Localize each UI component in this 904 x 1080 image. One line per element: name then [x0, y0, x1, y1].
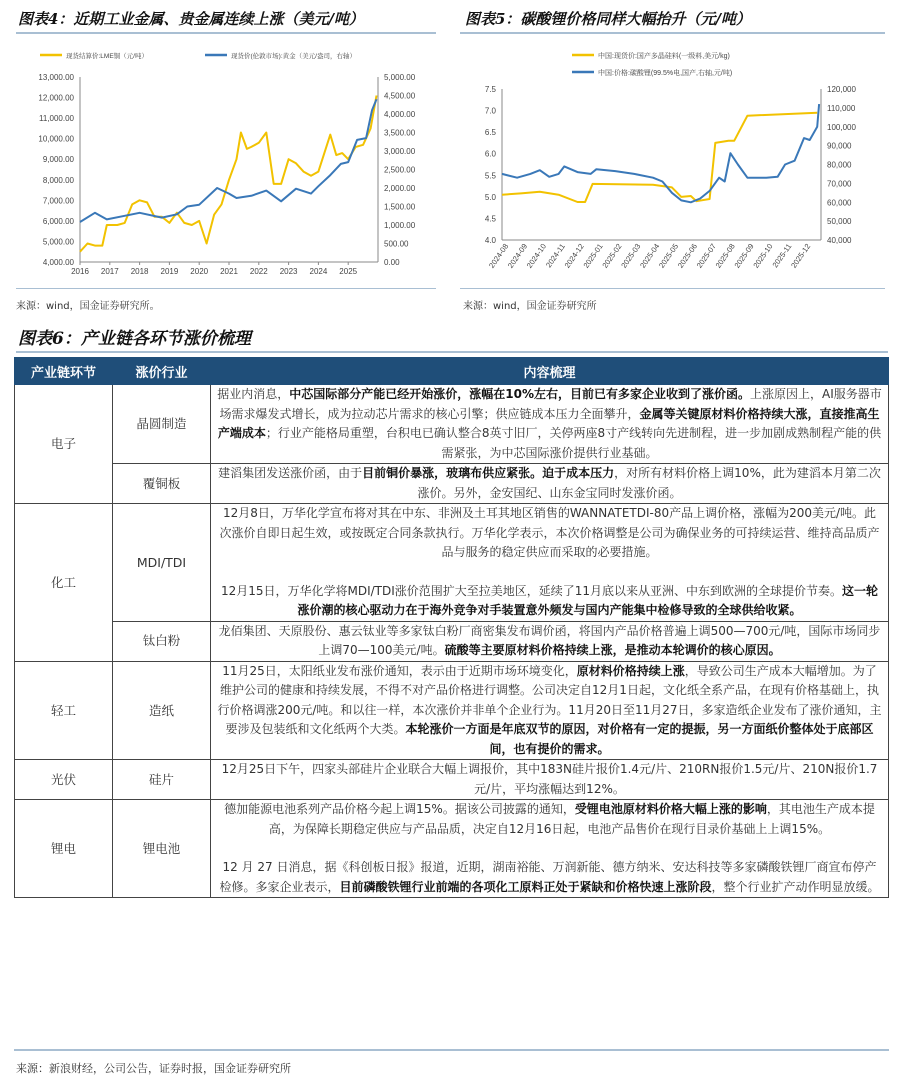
- y-left-tick-label: 6.5: [484, 128, 496, 138]
- price-increase-table: [14, 357, 889, 898]
- highlight-text: 目前铜价暴涨，玻璃布供应紧张。迫于成本压力: [362, 466, 615, 480]
- y-left-tick-label: 4,000.00: [42, 258, 74, 267]
- highlight-text: 这一轮涨价潮的核心驱动力在于海外竞争对手装置意外频发与国内产能集中检修导致的全球供给收紧。: [297, 583, 879, 617]
- y-right-tick-label: 40,000: [827, 236, 852, 245]
- content-paragraph: [217, 858, 882, 897]
- x-tick-label: 2022: [249, 267, 268, 276]
- x-tick-label: 2025-02: [600, 241, 624, 270]
- y-left-tick-label: 5.0: [484, 192, 496, 202]
- content-cell: [211, 504, 889, 622]
- y-right-tick-label: 4,000.00: [384, 110, 416, 119]
- y-left-tick-label: 12,000.00: [38, 93, 74, 103]
- legend-label-0: 现货结算价:LME铜（元/吨）: [66, 53, 148, 60]
- highlight-text: 受锂电池原材料价格大幅上涨的影响: [574, 802, 767, 816]
- y-right-tick-label: 90,000: [827, 141, 852, 151]
- industry-cell: 造纸: [113, 661, 211, 760]
- chain-cell: 光伏: [15, 760, 113, 800]
- content-text: 上涨原因上，AI服务器市场需求爆发式增长，成为拉动芯片需求的核心引擎；供应链成本压力全面攀升，: [219, 387, 882, 421]
- x-tick-label: 2024-09: [505, 241, 530, 270]
- table-row: [15, 800, 889, 898]
- chain-cell: 化工: [15, 504, 113, 662]
- y-left-tick-label: 5,000.00: [42, 237, 74, 247]
- x-tick-label: 2024: [309, 267, 328, 276]
- figure4-title: 图表4：近期工业金属、贵金属连续上涨（美元/吨）: [18, 10, 364, 28]
- y-left-tick-label: 8,000.00: [42, 175, 74, 185]
- header-industry: 涨价行业: [113, 358, 211, 385]
- y-left-tick-label: 7,000.00: [42, 196, 74, 206]
- content-text: ，整个行业扩产动作明显放缓。: [711, 879, 880, 894]
- content-text: 12月15日，万华化学将MDI/TDI涨价范围扩大至拉美地区，延续了11月底以来从亚洲、中东到欧洲的全球提价节奏。: [220, 583, 843, 598]
- content-paragraph: [217, 385, 882, 463]
- x-tick-label: 2025-06: [675, 241, 700, 270]
- divider: [16, 288, 436, 289]
- x-tick-label: 2025-03: [619, 241, 643, 270]
- industry-cell: 覆铜板: [113, 464, 211, 504]
- chain-cell: 电子: [15, 385, 113, 504]
- content-cell: [211, 621, 889, 661]
- x-tick-label: 2025-10: [751, 241, 775, 270]
- content-text: ，导致公司生产成本大幅增加。为了维护公司的健康和持续发展，不得不对产品价格进行调整。公司决定自12月1日起，文化纸全系产品，在现有价格基础上，执行价格调涨200元/吨。和以往一样，本次涨价并非单个企业行为。11月20日至11月27日，多家造纸企业发布了涨价通知，主要涉及包装纸和文化纸两个大类。: [217, 663, 882, 736]
- content-cell: [211, 760, 889, 800]
- content-text: 龙佰集团、天原股份、惠云钛业等多家钛白粉厂商密集发布调价函，将国内产品价格普遍上调500—700元/吨，国际市场同步上调70—100美元/吨。: [218, 623, 881, 657]
- content-text: 建滔集团发送涨价函，由于: [218, 466, 363, 480]
- y-right-tick-label: 2,000.00: [384, 184, 416, 193]
- x-tick-label: 2020: [190, 267, 209, 276]
- x-tick-label: 2024-10: [524, 241, 548, 270]
- x-tick-label: 2025-08: [713, 241, 737, 270]
- header-content: 内容梳理: [211, 358, 889, 385]
- table-row: [15, 760, 889, 800]
- y-right-tick-label: 120,000: [827, 85, 856, 94]
- y-right-tick-label: 3,000.00: [384, 147, 416, 156]
- chain-cell: 锂电: [15, 800, 113, 898]
- x-tick-label: 2017: [100, 267, 119, 276]
- content-text: ；行业产能格局重塑，台积电已确认整合8英寸旧厂，关停两座8寸产线转向先进制程，进一步加剧成熟制程产能的供需紧张，为中芯国际涨价提供行业基础。: [265, 426, 882, 460]
- figure6-source: 来源：新浪财经，公司公告，证券时报，国金证券研究所: [16, 1062, 291, 1075]
- y-left-tick-label: 5.5: [484, 171, 496, 181]
- table-row: [15, 385, 889, 464]
- content-paragraph: [217, 760, 882, 799]
- y-right-tick-label: 500.00: [384, 239, 409, 249]
- copper-gold-chart: [0, 0, 452, 290]
- industry-cell: 钛白粉: [113, 621, 211, 661]
- y-left-tick-label: 10,000.00: [38, 134, 74, 144]
- figure4-source: 来源：wind，国金证券研究所。: [16, 301, 160, 312]
- highlight-text: 本轮涨价一方面是年底双节的原因，对价格有一定的提振，另一方面纸价整体处于底部区间，也有提价的需求。: [405, 722, 874, 756]
- content-paragraph: [217, 662, 882, 760]
- industry-cell: MDI/TDI: [113, 504, 211, 622]
- x-tick-label: 2023: [279, 267, 298, 276]
- y-right-tick-label: 3,500.00: [384, 128, 416, 138]
- y-right-tick-label: 2,500.00: [384, 165, 416, 175]
- content-cell: [211, 385, 889, 464]
- series-line-0: [502, 113, 817, 202]
- content-paragraph: [217, 582, 882, 621]
- chain-cell: 轻工: [15, 661, 113, 760]
- y-right-tick-label: 50,000: [827, 217, 852, 227]
- x-tick-label: 2024-08: [487, 241, 511, 270]
- y-right-tick-label: 0.00: [384, 258, 400, 267]
- x-tick-label: 2018: [130, 267, 149, 276]
- industry-cell: 锂电池: [113, 800, 211, 898]
- y-left-tick-label: 7.0: [484, 106, 496, 116]
- y-left-tick-label: 6,000.00: [42, 216, 74, 226]
- y-right-tick-label: 4,500.00: [384, 91, 416, 101]
- content-text: ，对所有材料价格上调10%，此为建滔本月第二次涨价。另外，金安国纪、山东金宝同时发涨价函。: [417, 466, 881, 500]
- y-left-tick-label: 11,000.00: [39, 114, 74, 124]
- y-left-tick-label: 4.0: [484, 236, 496, 245]
- x-tick-label: 2025-12: [789, 241, 813, 270]
- series-line-1: [80, 99, 377, 222]
- divider: [14, 1049, 889, 1051]
- x-tick-label: 2024-11: [544, 241, 567, 270]
- y-right-tick-label: 1,000.00: [384, 221, 416, 230]
- x-tick-label: 2025: [339, 267, 358, 276]
- table-row: [15, 661, 889, 760]
- x-tick-label: 2025-11: [770, 241, 794, 270]
- highlight-text: 硫酸等主要原材料价格持续上涨，是推动本轮调价的核心原因。: [444, 643, 781, 657]
- content-text: 12月8日，万华化学宣布将对其在中东、非洲及土耳其地区销售的WANNATETDI-80产品上调价格，涨幅为200美元/吨。此次涨价自即日起生效，或按既定合同条款执行。万华化学表示，本次价格调整是公司为确保业务的可持续运营、维持高品质产品与服务的稳定供应而采取的必要措施。: [219, 506, 880, 559]
- y-left-tick-label: 13,000.00: [38, 73, 74, 82]
- figure5-title: 图表5：碳酸锂价格同样大幅抬升（元/吨）: [465, 10, 751, 28]
- x-tick-label: 2025-09: [732, 241, 756, 270]
- y-left-tick-label: 9,000.00: [42, 155, 74, 165]
- legend-label-1: 中国:价格:碳酸锂(99.5%电,国产,右轴,元/吨): [598, 70, 733, 77]
- content-paragraph: [217, 464, 882, 503]
- y-right-tick-label: 80,000: [827, 160, 852, 170]
- x-tick-label: 2025-04: [638, 241, 662, 270]
- x-tick-label: 2025-07: [694, 241, 718, 270]
- highlight-text: 金属等关键原材料价格持续大涨，直接推高生产端成本: [217, 406, 880, 440]
- content-text: 12 月 27 日消息，据《科创板日报》报道，近期，湖南裕能、万润新能、德方纳米、安达科技等多家磷酸铁锂厂商宣布停产检修。多家企业表示，: [219, 860, 877, 894]
- y-right-tick-label: 1,500.00: [384, 202, 416, 212]
- industry-cell: 硅片: [113, 760, 211, 800]
- x-tick-label: 2019: [160, 267, 179, 276]
- content-text: 12月25日下午，四家头部硅片企业联合大幅上调报价，其中183N硅片报价1.4元/片、210RN报价1.5元/片、210N报价1.7元/片，平均涨幅达到12%。: [221, 762, 878, 796]
- series-line-1: [502, 104, 819, 202]
- y-left-tick-label: 7.5: [484, 85, 496, 94]
- y-right-tick-label: 60,000: [827, 198, 852, 208]
- content-cell: [211, 464, 889, 504]
- y-right-tick-label: 100,000: [827, 122, 856, 132]
- highlight-text: 目前磷酸铁锂行业前端的各项化工原料正处于紧缺和价格快速上涨阶段: [339, 879, 712, 894]
- content-cell: [211, 661, 889, 760]
- content-cell: [211, 800, 889, 898]
- figure5-source: 来源：wind，国金证券研究所: [463, 301, 597, 312]
- highlight-text: 原材料价格持续上涨: [576, 663, 685, 678]
- y-left-tick-label: 4.5: [484, 214, 496, 224]
- y-left-tick-label: 6.0: [484, 149, 496, 159]
- x-tick-label: 2025-05: [656, 241, 681, 270]
- content-paragraph: [217, 800, 882, 839]
- x-tick-label: 2016: [71, 267, 89, 276]
- figure6-title: 图表6：产业链各环节涨价梳理: [18, 329, 251, 349]
- y-right-tick-label: 5,000.00: [384, 73, 416, 82]
- y-right-tick-label: 70,000: [827, 179, 852, 189]
- industry-cell: 晶圆制造: [113, 385, 211, 464]
- polysilicon-lithium-chart: [452, 0, 904, 290]
- x-tick-label: 2024-12: [562, 241, 586, 270]
- table-row: [15, 504, 889, 622]
- header-chain: 产业链环节: [15, 358, 113, 385]
- y-right-tick-label: 110,000: [827, 103, 856, 113]
- x-tick-label: 2025-01: [581, 241, 605, 270]
- content-text: 11月25日，太阳纸业发布涨价通知，表示由于近期市场环境变化，: [222, 663, 577, 678]
- content-text: ，其电池生产成本提高，为保障长期稳定供应与产品品质，决定自12月16日起，电池产品售价在现行目录价基础上上调15%。: [268, 802, 875, 836]
- table-row: [15, 621, 889, 661]
- highlight-text: 中芯国际部分产能已经开始涨价，涨幅在10%左右，目前已有多家企业收到了涨价函。: [289, 387, 750, 401]
- legend-label-1: 现货价(伦敦市场):黄金（美元/盎司，右轴）: [231, 53, 356, 60]
- x-tick-label: 2021: [220, 267, 238, 276]
- table-row: [15, 464, 889, 504]
- content-text: 据业内消息，: [217, 387, 290, 401]
- legend-label-0: 中国:现货价:国产多晶硅料(一级料,美元/kg): [598, 53, 730, 60]
- divider: [460, 288, 885, 289]
- content-paragraph: [217, 504, 882, 563]
- content-paragraph: [217, 622, 882, 661]
- content-text: 德加能源电池系列产品价格今起上调15%。据该公司披露的通知，: [224, 802, 575, 816]
- divider: [16, 351, 888, 353]
